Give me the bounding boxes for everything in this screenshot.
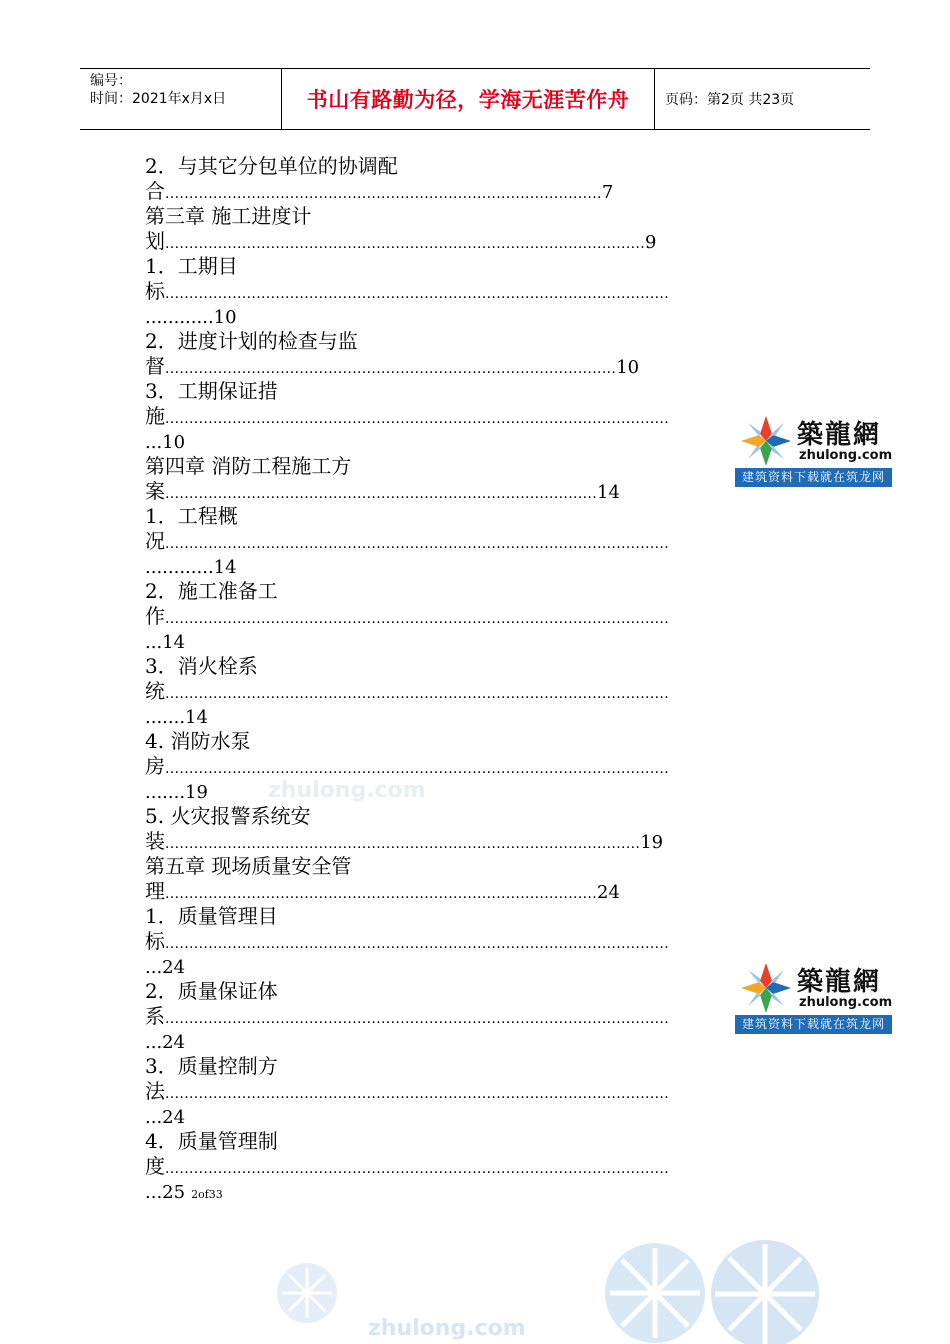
watermark-snowflake-icon bbox=[705, 1234, 825, 1344]
toc-dot-leader: ........................................................................................... bbox=[165, 186, 602, 202]
toc-entry-leader-line bbox=[145, 604, 805, 629]
toc-dot-leader: ......................................................................................................... bbox=[165, 686, 670, 702]
toc-overflow-page: .......14 bbox=[145, 707, 208, 728]
toc-entry-title: 3．工期保证措 bbox=[145, 379, 278, 403]
toc-entry-overflow bbox=[145, 629, 805, 654]
toc-dot-leader: ......................................................................................................... bbox=[165, 1011, 670, 1027]
toc-overflow-page: ...24 bbox=[145, 1032, 186, 1053]
zhulong-diamond-icon bbox=[739, 961, 793, 1015]
toc-entry-tail: 法 bbox=[145, 1079, 165, 1103]
toc-entry-tail: 统 bbox=[145, 679, 165, 703]
logo-slogan: 建筑资料下载就在筑龙网 bbox=[735, 1015, 892, 1034]
watermark-snowflake-icon bbox=[272, 1258, 342, 1328]
header-left-cell bbox=[80, 69, 281, 129]
toc-entry-title: 3．消火栓系 bbox=[145, 654, 258, 678]
toc-entry-title: 2．与其它分包单位的协调配 bbox=[145, 154, 398, 178]
toc-entry-title: 第五章 现场质量安全管 bbox=[145, 854, 352, 878]
toc-dot-leader: ................................................................................................... bbox=[165, 836, 641, 852]
logo-chinese-name: 築龍網 bbox=[797, 420, 882, 450]
toc-overflow-page: ............10 bbox=[145, 307, 237, 328]
toc-page-number: 24 bbox=[597, 882, 620, 903]
toc-entry-overflow bbox=[145, 1104, 805, 1129]
toc-entry-leader-line bbox=[145, 879, 805, 904]
toc-entry-title: 第四章 消防工程施工方 bbox=[145, 454, 352, 478]
toc-entry-tail: 房 bbox=[145, 754, 165, 778]
toc-dot-leader: .......................................................................................... bbox=[165, 486, 598, 502]
toc-entry-leader-line bbox=[145, 229, 805, 254]
toc-entry-title: 4. 消防水泵 bbox=[145, 729, 251, 753]
toc-entry-title: 2．施工准备工 bbox=[145, 579, 278, 603]
toc-entry-leader-line bbox=[145, 1079, 805, 1104]
toc-entry-title: 1．工程概 bbox=[145, 504, 238, 528]
watermark-text: zhulong.com bbox=[368, 1316, 526, 1341]
toc-dot-leader: ......................................................................................................... bbox=[165, 286, 670, 302]
toc-dot-leader: .............................................................................................. bbox=[165, 361, 617, 377]
toc-overflow-page: ...14 bbox=[145, 632, 186, 653]
logo-english-name: zhulong.com bbox=[799, 995, 893, 1010]
toc-dot-leader: ......................................................................................................... bbox=[165, 411, 670, 427]
toc-entry-leader-line bbox=[145, 1004, 805, 1029]
toc-entry-leader-line bbox=[145, 529, 805, 554]
toc-entry-tail: 合 bbox=[145, 179, 165, 203]
toc-entry-leader-line bbox=[145, 829, 805, 854]
toc-entry-tail: 装 bbox=[145, 829, 165, 853]
toc-dot-leader: ......................................................................................................... bbox=[165, 1086, 670, 1102]
page-footer-number: 2of33 bbox=[191, 1188, 223, 1201]
toc-entry-leader-line bbox=[145, 479, 805, 504]
toc-entry-title: 2．质量保证体 bbox=[145, 979, 278, 1003]
document-number-label: 编号： bbox=[90, 73, 132, 89]
toc-entry-tail: 施 bbox=[145, 404, 165, 428]
toc-dot-leader: .......................................................................................... bbox=[165, 886, 598, 902]
toc-dot-leader: ......................................................................................................... bbox=[165, 936, 670, 952]
document-date: 时间：2021年x月x日 bbox=[90, 91, 227, 107]
toc-entry-leader-line bbox=[145, 279, 805, 304]
toc-entry-tail: 系 bbox=[145, 1004, 165, 1028]
toc-entry-leader-line bbox=[145, 1154, 805, 1179]
toc-overflow-page: ............14 bbox=[145, 557, 237, 578]
logo-chinese-name: 築龍網 bbox=[797, 967, 882, 997]
zhulong-diamond-icon bbox=[739, 414, 793, 468]
toc-page-number: 19 bbox=[640, 832, 664, 853]
toc-page-number: 14 bbox=[597, 482, 620, 503]
toc-overflow-page: ...10 bbox=[145, 432, 186, 453]
logo-slogan: 建筑资料下载就在筑龙网 bbox=[735, 468, 892, 487]
toc-entry-tail: 划 bbox=[145, 229, 165, 253]
toc-entry-tail: 度 bbox=[145, 1154, 165, 1178]
watermark-text: zhulong.com bbox=[268, 778, 426, 803]
toc-overflow-page: ...24 bbox=[145, 1107, 186, 1128]
logo-english-name: zhulong.com bbox=[799, 448, 893, 463]
toc-entry-overflow bbox=[145, 1179, 805, 1204]
toc-entry-overflow bbox=[145, 554, 805, 579]
toc-entry-overflow bbox=[145, 429, 805, 454]
toc-entry-tail: 况 bbox=[145, 529, 165, 553]
toc-entry-tail: 标 bbox=[145, 279, 165, 303]
toc-page-number: 9 bbox=[645, 232, 657, 253]
toc-entry-overflow bbox=[145, 1029, 805, 1054]
toc-entry-title: 4．质量管理制 bbox=[145, 1129, 278, 1153]
watermark-snowflake-icon bbox=[600, 1238, 710, 1344]
toc-entry-leader-line bbox=[145, 929, 805, 954]
toc-page-number: 10 bbox=[616, 357, 640, 378]
zhulong-logo bbox=[735, 957, 892, 1034]
toc-entry-tail: 标 bbox=[145, 929, 165, 953]
toc-entry-title: 5. 火灾报警系统安 bbox=[145, 804, 311, 828]
toc-dot-leader: ......................................................................................................... bbox=[165, 536, 670, 552]
toc-entry-tail: 督 bbox=[145, 354, 165, 378]
toc-entry-title: 第三章 施工进度计 bbox=[145, 204, 312, 228]
toc-entry-leader-line bbox=[145, 679, 805, 704]
toc-page-number: 7 bbox=[601, 182, 614, 203]
toc-entry-leader-line bbox=[145, 354, 805, 379]
toc-entry-title: 2．进度计划的检查与监 bbox=[145, 329, 358, 353]
toc-entry-overflow bbox=[145, 304, 805, 329]
toc-entry-tail: 理 bbox=[145, 879, 165, 903]
table-of-contents bbox=[145, 154, 805, 1204]
page-header bbox=[80, 68, 870, 130]
header-motto-cell bbox=[281, 69, 655, 129]
toc-overflow-page: ...25 bbox=[145, 1182, 186, 1203]
toc-entry-tail: 作 bbox=[145, 604, 165, 628]
toc-dot-leader: ......................................................................................................... bbox=[165, 1161, 670, 1177]
toc-entry-title: 1．质量管理目 bbox=[145, 904, 278, 928]
zhulong-logo bbox=[735, 410, 892, 487]
toc-entry-title: 3．质量控制方 bbox=[145, 1054, 278, 1078]
toc-entry-leader-line bbox=[145, 754, 805, 779]
toc-entry-overflow bbox=[145, 779, 805, 804]
header-motto: 书山有路勤为径，学海无涯苦作舟 bbox=[306, 87, 630, 112]
toc-entry-overflow bbox=[145, 954, 805, 979]
header-page-info: 页码：第2页 共23页 bbox=[665, 92, 795, 108]
toc-dot-leader: ......................................................................................................... bbox=[165, 611, 670, 627]
toc-entry-title: 1．工期目 bbox=[145, 254, 238, 278]
toc-entry-overflow bbox=[145, 704, 805, 729]
toc-entry-leader-line bbox=[145, 404, 805, 429]
toc-overflow-page: .......19 bbox=[145, 782, 208, 803]
toc-dot-leader: .................................................................................................... bbox=[165, 236, 646, 252]
toc-dot-leader: ......................................................................................................... bbox=[165, 761, 670, 777]
toc-entry-leader-line bbox=[145, 179, 805, 204]
toc-entry-tail: 案 bbox=[145, 479, 165, 503]
toc-overflow-page: ...24 bbox=[145, 957, 186, 978]
